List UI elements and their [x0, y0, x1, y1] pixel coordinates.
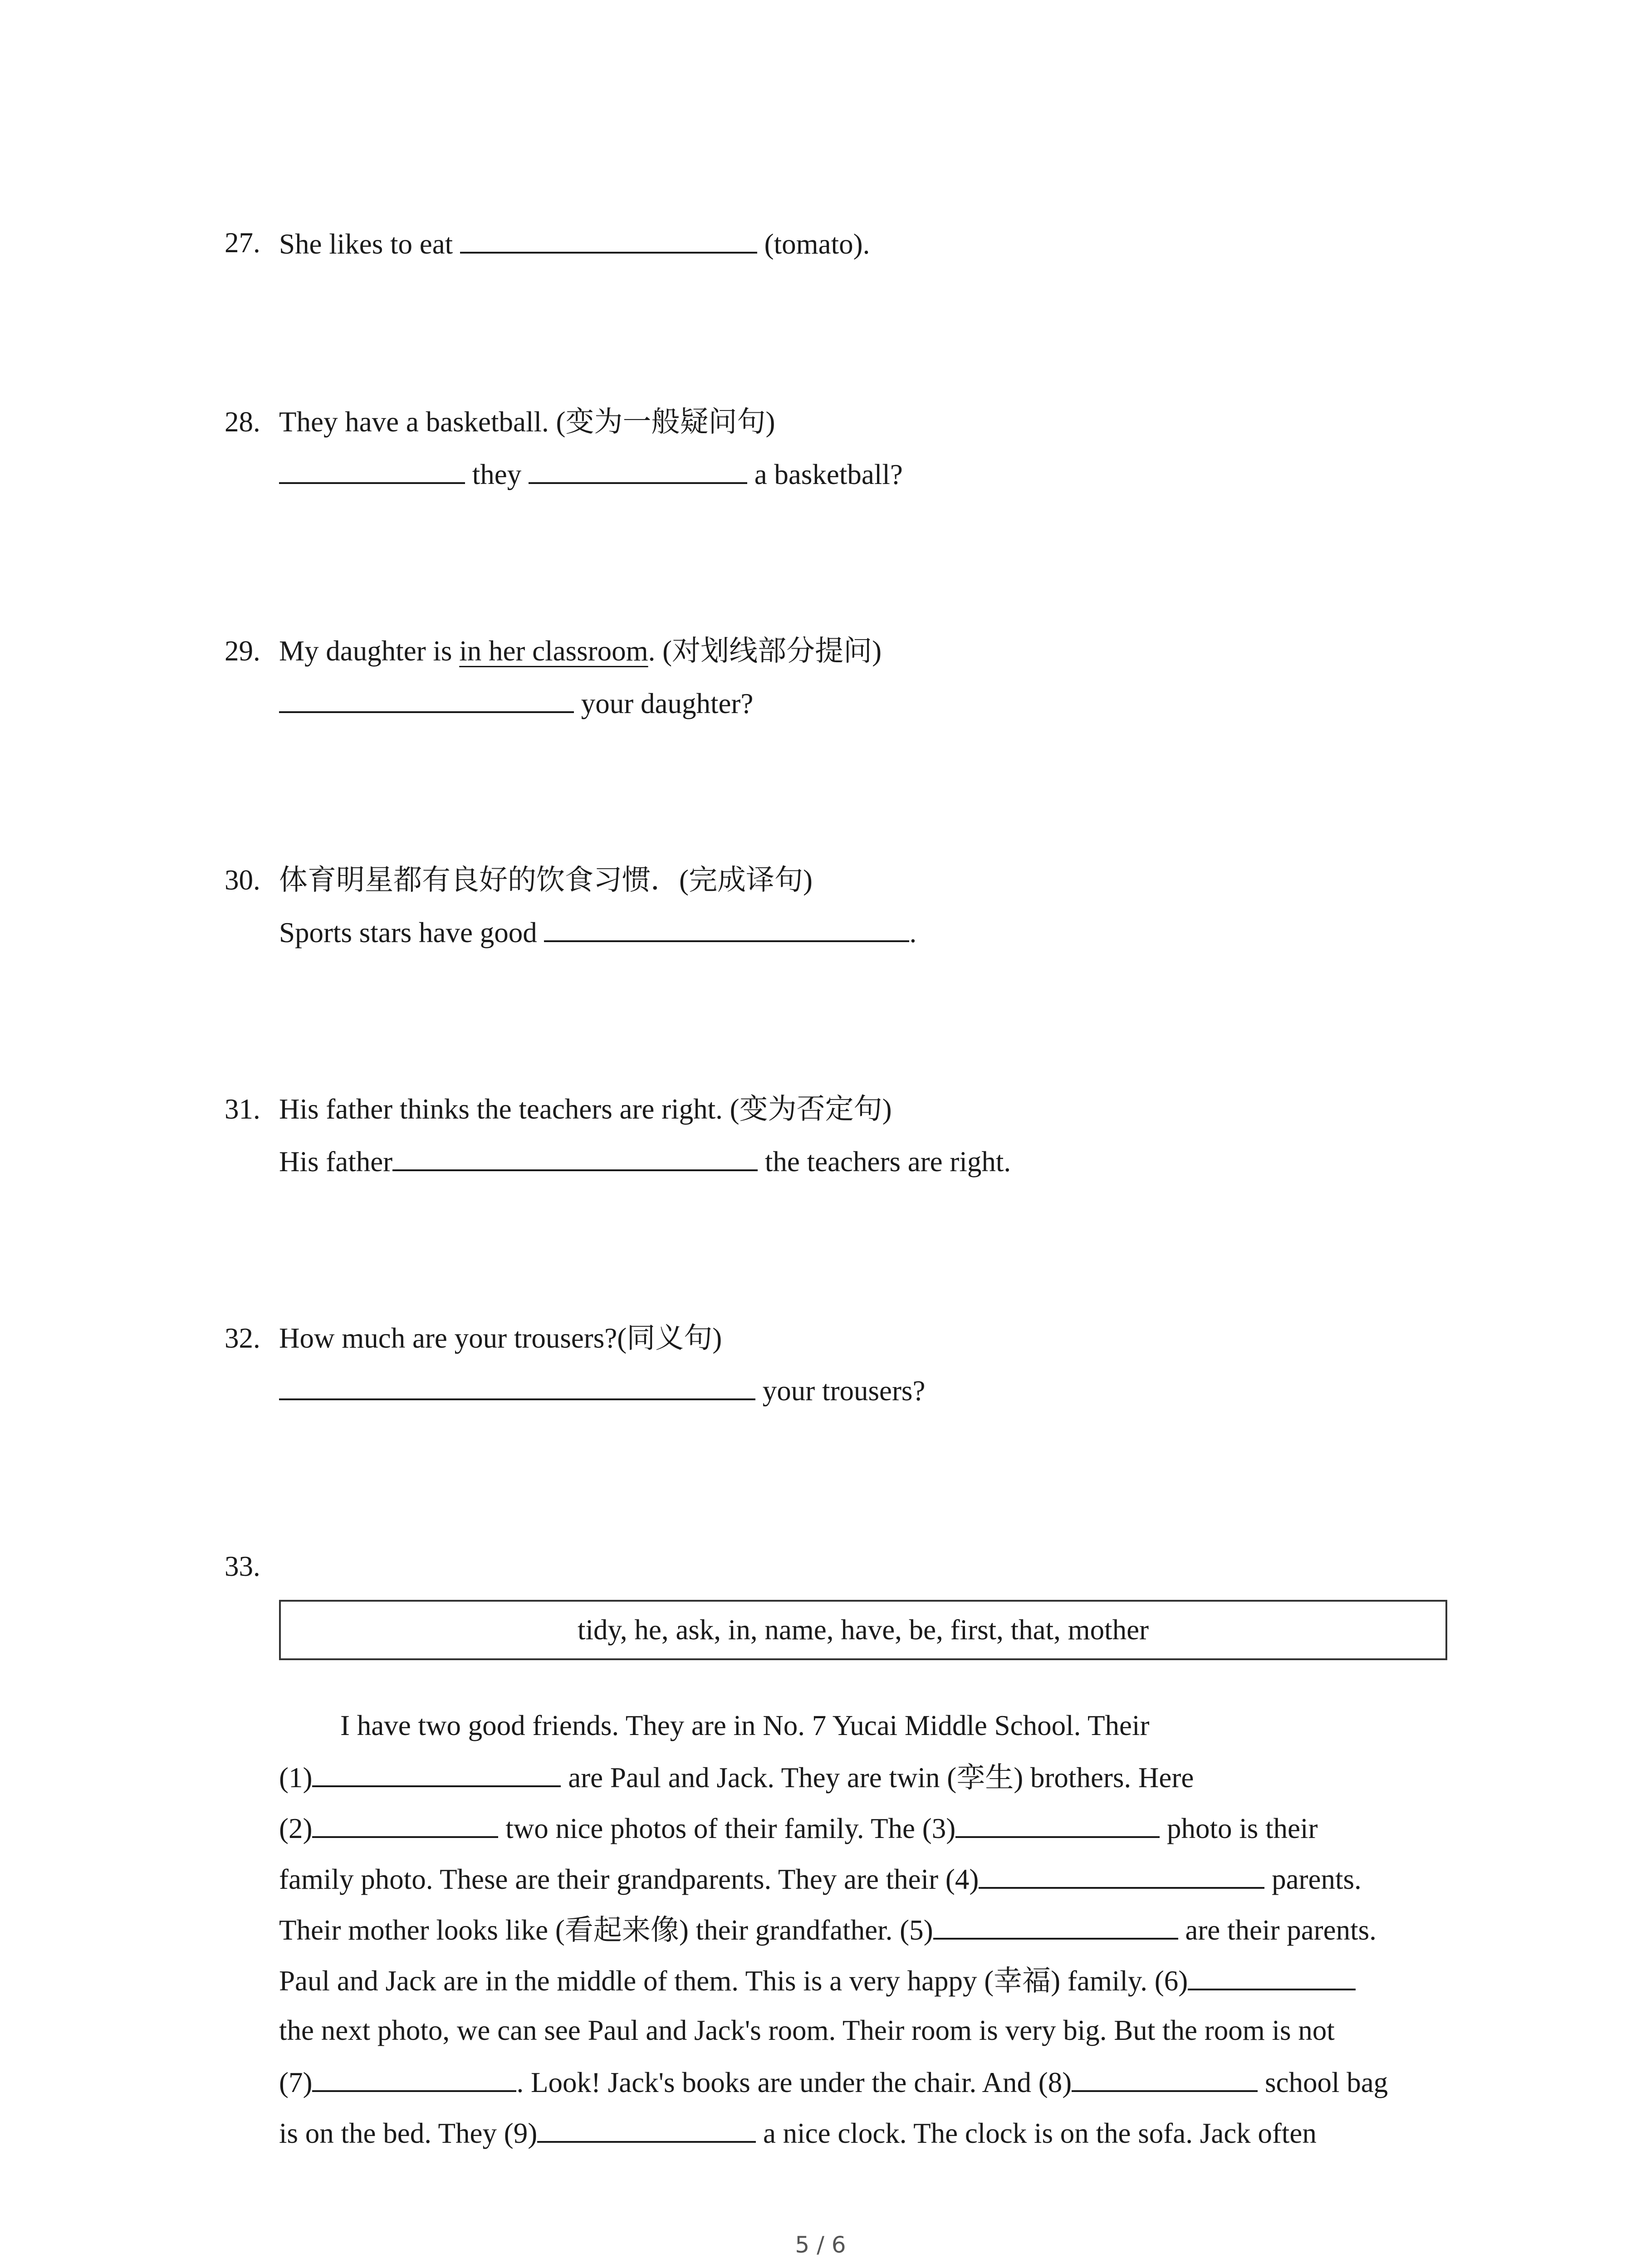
- question-30-answer: [279, 913, 916, 951]
- question-32: How much are your trousers?(同义句): [279, 1322, 722, 1354]
- question-number: 31.: [225, 1093, 260, 1125]
- passage-blank-7[interactable]: [312, 2063, 516, 2092]
- question-number: 27.: [225, 227, 260, 259]
- question-31: His father thinks the teachers are right. (变为否定句): [279, 1093, 892, 1125]
- q27-blank[interactable]: [460, 225, 757, 254]
- question-number: 30.: [225, 864, 260, 896]
- passage-blank-2[interactable]: [312, 1809, 498, 1838]
- passage-line-2: [279, 1758, 1194, 1796]
- question-28-answer: [279, 455, 903, 493]
- q28-text: they: [465, 459, 529, 490]
- passage-text: two nice photos of their family. The (3): [498, 1813, 956, 1844]
- question-31-answer: [279, 1142, 1011, 1180]
- q32-text-end: your trousers?: [755, 1375, 926, 1407]
- passage-text: school bag: [1258, 2067, 1388, 2098]
- passage-text: a nice clock. The clock is on the sofa. Jack often: [756, 2117, 1317, 2149]
- question-number: 32.: [225, 1322, 260, 1354]
- passage-blank-9[interactable]: [537, 2114, 756, 2143]
- passage-text: photo is their: [1160, 1813, 1318, 1844]
- passage-line-9: [279, 2114, 1317, 2151]
- q31-text-end: the teachers are right.: [758, 1146, 1011, 1178]
- q29-text-end: your daughter?: [574, 688, 754, 719]
- passage-line-4: [279, 1860, 1362, 1897]
- question-30: 体育明星都有良好的饮食习惯．(完成译句): [279, 864, 813, 896]
- passage-text: Paul and Jack are in the middle of them. This is a very happy (幸福) family. (6): [279, 1965, 1188, 1997]
- blank-label-7: (7): [279, 2067, 313, 2098]
- passage-text: Their mother looks like (看起来像) their grandfather. (5): [279, 1914, 933, 1946]
- q29-underlined-phrase: in her classroom: [459, 635, 648, 667]
- q30-text-end: .: [909, 917, 917, 948]
- q28-text-end: a basketball?: [747, 459, 903, 490]
- passage-text: is on the bed. They (9): [279, 2117, 538, 2149]
- passage-blank-8[interactable]: [1072, 2063, 1258, 2092]
- blank-label-2: (2): [279, 1813, 313, 1844]
- q31-blank[interactable]: [392, 1142, 758, 1171]
- passage-text: are their parents.: [1178, 1914, 1376, 1946]
- passage-line-3: [279, 1809, 1318, 1847]
- q27-text: She likes to eat: [279, 228, 460, 260]
- question-number: 33.: [225, 1550, 260, 1582]
- passage-line-6: [279, 1961, 1356, 1999]
- passage-blank-3[interactable]: [955, 1809, 1160, 1838]
- q32-blank[interactable]: [279, 1371, 755, 1400]
- passage-text: are Paul and Jack. They are twin (孪生) brothers. Here: [561, 1762, 1194, 1794]
- q29-text: My daughter is: [279, 635, 460, 667]
- question-number: 29.: [225, 635, 260, 667]
- passage-line-5: [279, 1911, 1376, 1948]
- question-32-answer: [279, 1371, 925, 1409]
- passage-line-7: the next photo, we can see Paul and Jack's room. Their room is very big. But the room is not: [279, 2014, 1335, 2046]
- passage-text: family photo. These are their grandparents. They are their (4): [279, 1863, 979, 1895]
- question-28: They have a basketball. (变为一般疑问句): [279, 406, 775, 438]
- q29-instruction: . (对划线部分提问): [648, 635, 882, 667]
- q30-blank[interactable]: [544, 913, 909, 942]
- question-27: [279, 225, 870, 262]
- passage-blank-6[interactable]: [1188, 1961, 1356, 1990]
- passage-line-8: [279, 2063, 1388, 2101]
- passage-line-1: I have two good friends. They are in No. 7 Yucai Middle School. Their: [340, 1710, 1150, 1741]
- passage-text: parents.: [1264, 1863, 1362, 1895]
- q31-text: His father: [279, 1146, 393, 1178]
- q28-blank-1[interactable]: [279, 455, 465, 484]
- word-bank-box: tidy, he, ask, in, name, have, be, first, that, mother: [279, 1600, 1447, 1660]
- blank-label-1: (1): [279, 1762, 313, 1794]
- passage-blank-4[interactable]: [979, 1860, 1264, 1889]
- passage-blank-5[interactable]: [933, 1911, 1178, 1940]
- q29-blank[interactable]: [279, 684, 574, 713]
- passage-text: . Look! Jack's books are under the chair. And (8): [516, 2067, 1072, 2098]
- q28-blank-2[interactable]: [529, 455, 747, 484]
- question-number: 28.: [225, 406, 260, 438]
- passage-blank-1[interactable]: [312, 1758, 561, 1787]
- question-29-answer: [279, 684, 753, 722]
- q27-hint: (tomato).: [757, 228, 870, 260]
- page-number: 5 / 6: [795, 2232, 846, 2258]
- q30-text: Sports stars have good: [279, 917, 544, 948]
- question-29: [279, 633, 882, 669]
